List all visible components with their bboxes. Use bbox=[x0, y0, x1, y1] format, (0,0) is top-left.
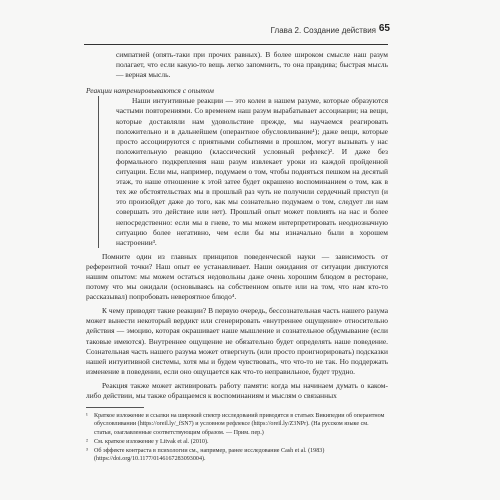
page-body bbox=[86, 50, 388, 464]
margin-rule bbox=[98, 96, 99, 247]
footnote-text: Об эффекте контраста в психологии см., например, ранее исследование Cash et al. (1983) (https://doi.org/10.1177/0146167283093004). bbox=[94, 447, 325, 463]
running-header bbox=[0, 20, 500, 44]
footnote bbox=[86, 447, 388, 463]
footnote bbox=[86, 412, 388, 437]
subsection-paragraph: Наши интуитивные реакции — это колеи в нашем разуме, которые образуются частыми повторениями. Со временем наш разум вырабатывает ассоциации; на вещи, которые доставляли нам удовольствие прежде, мы научаемся реагировать положительно и в дальнейшем (оперантное обусловливание¹); даже вещи, которые просто ассоциируются с приятными событиями в прошлом, могут вызывать у нас положительную реакцию (классический условный рефлекс)². И даже без формального подкрепления наш разум извлекает уроки из каждой пройденной ситуации. Если мы, например, подумаем о том, чтобы подняться пешком на десятый этаж, то наше отношение к этой затее будет окрашено воспоминанием о том, как в тех же обстоятельствах мы в прошлый раз чуть не получили сердечный приступ (и это произойдет даже до того, как мы сознательно подумаем о том, следует ли нам совершать это действие или нет). Прошлый опыт может повлиять на нас и более непосредственно: если мы в гневе, то мы можем интерпретировать неоднозначную ситуацию более негативно, чем если бы мы изначально были в хорошем настроении³. bbox=[116, 96, 388, 247]
footnote-text: См. краткое изложение у Litvak et al. (2010). bbox=[94, 438, 209, 445]
subsection-heading: Реакции натренировываются с опытом bbox=[86, 86, 214, 96]
header-rule bbox=[84, 44, 388, 45]
footnote-text: Краткое изложение и ссылки на широкий спектр исследований приводятся в статьях Википедии об оперантном обусловливании (https://oreil.ly/_fSN7) и условном рефлексе (https://oreil.ly/Z3NPr). (На русском языке см. статьи, озаглавленные соответствующим образом. — Прим. пер.) bbox=[94, 413, 385, 436]
paragraph-reference-point: Помните один из главных принципов поведенческой науки — зависимость от референтной точки? Наш опыт ее устанавливает. Наши ожидания от ситуации диктуются нашим опытом: мы можем остаться недовольны даже очень хорошим блюдом в ресторане, потому что мы ожидали (основываясь на собственном опыте или на том, что нам кто-то рассказывал) попробовать невероятное блюдо⁴. bbox=[86, 251, 388, 302]
subsection-block bbox=[98, 96, 388, 247]
footnote-rule bbox=[86, 407, 144, 408]
paragraph-memory: Реакция также может активировать работу памяти: когда мы начинаем думать о каком-либо действии, мы также обращаемся к воспоминаниям и мыслям о связанных bbox=[86, 380, 388, 400]
footnote bbox=[86, 438, 388, 446]
chapter-title: Глава 2. Создание действия bbox=[270, 26, 376, 35]
opening-paragraph: симпатией (опять-таки при прочих равных). В более широком смысле наш разум полагает, что если какую-то вещь легко запомнить, то она правдива; быстрая мысль — верная мысль. bbox=[116, 50, 388, 80]
footnote-mark: ¹ bbox=[86, 413, 88, 420]
page-number: 65 bbox=[378, 23, 390, 34]
paragraph-reactions: К чему приводят такие реакции? В первую очередь, бессознательная часть нашего разума может вынести некоторый вердикт или сгенерировать «внутреннее ощущение» относительно действия — эмоцию, которая окрашивает наше мышление и сознательное обдумывание (если таковые имеются). Внутреннее ощущение не обязательно будет определять наше поведение. Сознательная часть нашего разума может отвергнуть (или просто проигнорировать) подсказки нашей интуитивной системы, хотя мы и будем чувствовать, что что-то не так. Но поддержать изменение в поведении, если оно ощущается как что-то неправильное, будет трудно. bbox=[86, 306, 388, 376]
footnotes bbox=[86, 412, 388, 463]
opening-block bbox=[116, 50, 388, 80]
footnote-mark: ² bbox=[86, 438, 88, 445]
footnote-mark: ³ bbox=[86, 447, 88, 454]
